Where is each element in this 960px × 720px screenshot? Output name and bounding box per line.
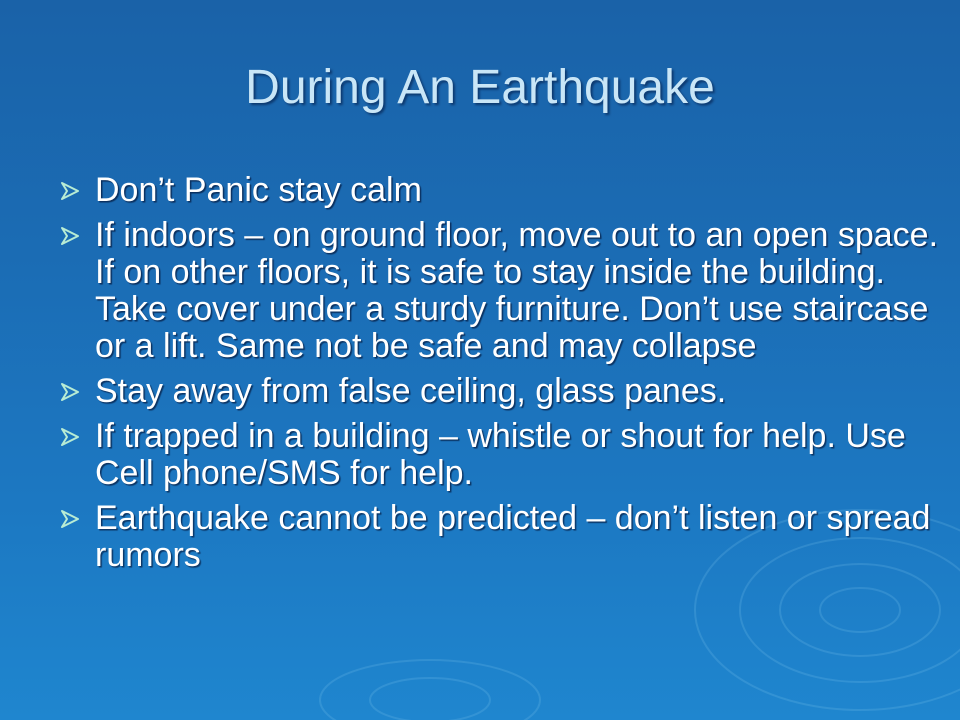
- arrowhead-bullet-icon: [60, 181, 80, 201]
- arrowhead-bullet-icon: [60, 509, 80, 529]
- arrowhead-bullet-icon: [60, 226, 80, 246]
- bullet-text: Earthquake cannot be predicted – don’t listen or spread rumors: [95, 499, 931, 574]
- bullet-text: Don’t Panic stay calm: [95, 171, 422, 209]
- bullet-item: [60, 373, 940, 410]
- bullet-item: [60, 500, 940, 574]
- bullet-text: If trapped in a building – whistle or shout for help. Use Cell phone/SMS for help.: [95, 417, 906, 492]
- bullet-item: [60, 418, 940, 492]
- arrowhead-bullet-icon: [60, 427, 80, 447]
- bullet-list: [60, 172, 940, 582]
- slide-title: During An Earthquake: [245, 61, 715, 114]
- arrowhead-bullet-icon: [60, 382, 80, 402]
- bullet-item: [60, 172, 940, 209]
- bullet-text: If indoors – on ground floor, move out to an open space. If on other floors, it is safe to stay inside the building. Take cover under a sturdy furniture. Don’t use staircase or a lift. Same not be safe and may collapse: [95, 216, 939, 365]
- bullet-item: [60, 217, 940, 365]
- bullet-text: Stay away from false ceiling, glass panes.: [95, 372, 727, 410]
